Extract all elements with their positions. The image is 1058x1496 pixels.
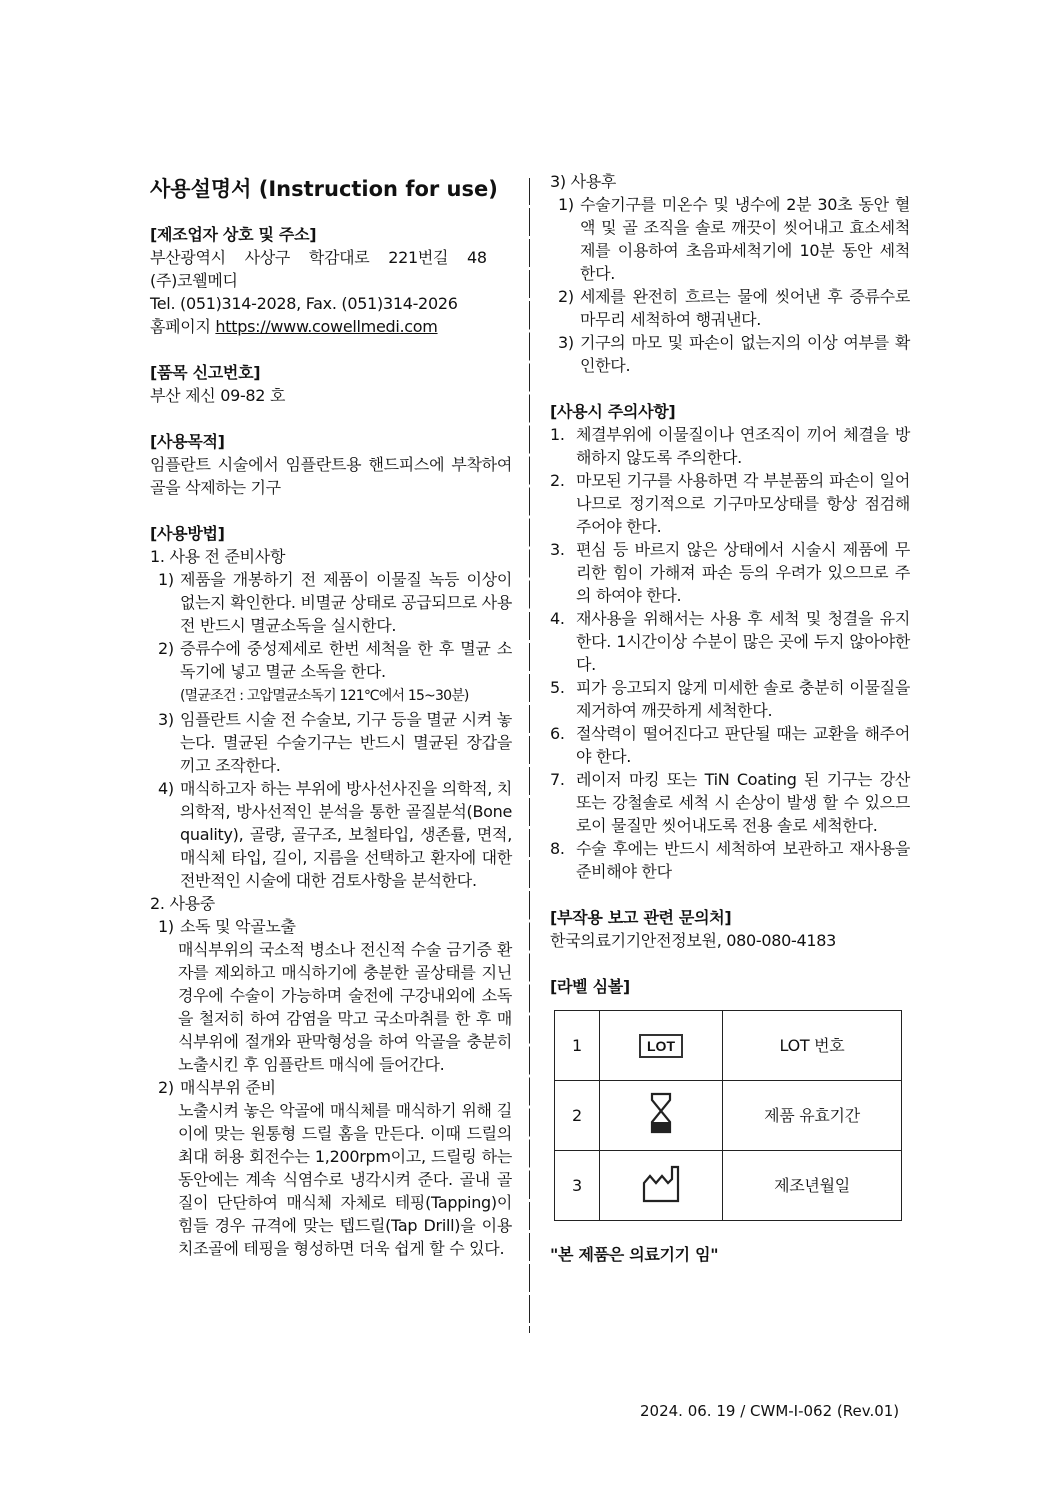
list-item [550,331,910,377]
list-item [150,777,512,892]
item-text: 레이저 마킹 또는 TiN Coating 된 기구는 강산 또는 강철솔로 세척 시 손상이 발생 할 수 있으므로이 물질만 씻어내도록 전용 솔로 세척한다. [576,770,910,835]
document-footer: 2024. 06. 19 / CWM-I-062 (Rev.01) [640,1402,900,1420]
document-title: 사용설명서 (Instruction for use) [150,177,498,201]
item-text: 노출시켜 놓은 악골에 매식체를 매식하기 위해 길이에 맞는 원통형 드릴 홈을 만든다. 이때 드릴의 최대 허용 회전수는 1,200rpm이고, 드릴링 하는 동안에는 계속 식염수로 냉각시켜 준다. 골내 골질이 단단하여 매식체 자체로 테핑(Tapping)이 힘들 경우 규격에 맞는 텝드릴(Tap Drill)을 이용 치조골에 테핑을 형성하면 더욱 쉽게 할 수 있다. [178,1101,512,1258]
registration-heading: [품목 신고번호] [150,363,261,382]
list-item [550,837,910,883]
list-item [550,193,910,285]
item-text: 제품을 개봉하기 전 제품이 이물질 녹등 이상이 없는지 확인한다. 비멸균 상태로 공급되므로 사용 전 반드시 멸균소독을 실시한다. [180,570,512,635]
factory-icon [641,1163,681,1203]
item-number: 2) [558,287,574,306]
registration-number: 부산 제신 09-82 호 [150,386,286,405]
list-item [150,1076,512,1099]
item-number: 4) [158,779,174,798]
item-number: 1. [550,425,565,444]
list-item [550,469,910,538]
usage-during-title: 2. 사용중 [150,894,215,913]
item-title: 소독 및 악골노출 [180,917,296,936]
list-item [550,607,910,676]
item-text: 매식하고자 하는 부위에 방사선사진을 의학적, 치의학적, 방사선적인 분석을 통한 골질분석(Bone quality), 골량, 골구조, 보철타입, 생존률, 면적, 매식체 타입, 길이, 지름을 선택하고 환자에 대한 전반적인 시술에 대한 검토사항을 분석한다. [180,779,512,890]
item-number: 5. [550,678,565,697]
symbol-label: 제조년월일 [723,1151,902,1221]
adverse-report-heading: [부작용 보고 관련 문의처] [550,908,732,927]
sterilization-note: (멸균조건 : 고압멸균소독기 121℃에서 15~30분) [180,688,469,704]
manufacturer-contact: Tel. (051)314-2028, Fax. (051)314-2026 [150,294,458,313]
symbol-number: 1 [555,1011,600,1081]
list-item [550,285,910,331]
item-text: 증류수에 중성제세로 한번 세척을 한 후 멸균 소독기에 넣고 멸균 소독을 한다. [180,639,512,681]
right-column [550,170,910,1266]
item-number: 1) [558,195,574,214]
item-number: 1) [158,570,174,589]
item-text: 편심 등 바르지 않은 상태에서 시술시 제품에 무리한 힘이 가해져 파손 등의 우려가 있으므로 주의 하여야 한다. [576,540,910,605]
medical-device-statement: "본 제품은 의료기기 임" [550,1245,719,1264]
item-number: 2) [158,1078,174,1097]
label-symbols-table [554,1010,902,1221]
list-item [150,637,512,708]
item-number: 3) [558,333,574,352]
list-item [550,676,910,722]
column-divider [529,178,530,1333]
manufacturer-company: (주)코웰메디 [150,271,238,290]
adverse-report-contact: 한국의료기기안전정보원, 080-080-4183 [550,931,837,950]
item-text: 임플란트 시술 전 수술보, 기구 등을 멸균 시켜 놓는다. 멸균된 수술기구는 반드시 멸균된 장갑을 끼고 조작한다. [180,710,512,775]
table-row [555,1151,902,1221]
usage-after-title: 3) 사용후 [550,172,617,191]
item-title: 매식부위 준비 [180,1078,276,1097]
item-number: 2. [550,471,565,490]
table-row [555,1011,902,1081]
item-text: 매식부위의 국소적 병소나 전신적 수술 금기증 환자를 제외하고 매식하기에 충분한 골상태를 지닌 경우에 수술이 가능하며 술전에 구강내외에 소독을 철저히 하여 감염을 막고 국소마취를 한 후 매식부위에 절개와 판막형성을 하여 악골을 충분히 노출시킨 후 임플란트 매식에 들어간다. [178,940,512,1074]
hourglass-icon [649,1092,673,1134]
purpose-heading: [사용목적] [150,432,225,451]
list-item [150,568,512,637]
lot-icon: LOT [639,1034,683,1058]
item-text: 기구의 마모 및 파손이 없는지의 이상 여부를 확인한다. [580,333,910,375]
item-text: 수술 후에는 반드시 세척하여 보관하고 재사용을 준비해야 한다 [576,839,910,881]
usage-heading: [사용방법] [150,524,225,543]
item-number: 3. [550,540,565,559]
item-number: 3) [158,710,174,729]
list-item [550,538,910,607]
list-item [550,722,910,768]
purpose-text: 임플란트 시술에서 임플란트용 핸드피스에 부착하여 골을 삭제하는 기구 [150,455,512,497]
homepage-link[interactable]: https://www.cowellmedi.com [215,317,438,336]
usage-before-title: 1. 사용 전 준비사항 [150,547,286,566]
manufacturer-heading: [제조업자 상호 및 주소] [150,225,317,244]
item-text: 체결부위에 이물질이나 연조직이 끼어 체결을 방해하지 않도록 주의한다. [576,425,910,467]
symbol-label: LOT 번호 [723,1011,902,1081]
table-row [555,1081,902,1151]
symbol-number: 2 [555,1081,600,1151]
item-text: 절삭력이 떨어진다고 판단될 때는 교환을 해주어야 한다. [576,724,910,766]
item-number: 1) [158,917,174,936]
left-column [150,170,512,1260]
item-text: 마모된 기구를 사용하면 각 부분품의 파손이 일어나므로 정기적으로 기구마모상태를 항상 점검해주어야 한다. [576,471,910,536]
label-symbols-heading: [라벨 심볼] [550,977,630,996]
list-item [150,708,512,777]
item-number: 7. [550,770,565,789]
item-number: 8. [550,839,565,858]
item-text: 수술기구를 미온수 및 냉수에 2분 30초 동안 혈액 및 골 조직을 솔로 깨끗이 씻어내고 효소세척제를 이용하여 초음파세척기에 10분 동안 세척한다. [580,195,910,283]
list-item [550,768,910,837]
homepage-line [150,315,512,338]
precautions-heading: [사용시 주의사항] [550,402,676,421]
list-item [150,915,512,938]
symbol-number: 3 [555,1151,600,1221]
list-item [550,423,910,469]
item-number: 4. [550,609,565,628]
item-number: 6. [550,724,565,743]
item-text: 피가 응고되지 않게 미세한 솔로 충분히 이물질을 제거하여 깨끗하게 세척한다. [576,678,910,720]
manufacturer-address: 부산광역시 사상구 학감대로 221번길 48 [150,248,487,267]
item-text: 세제를 완전히 흐르는 물에 씻어낸 후 증류수로 마무리 세척하여 행궈낸다. [580,287,910,329]
homepage-label: 홈페이지 [150,317,211,336]
symbol-label: 제품 유효기간 [723,1081,902,1151]
item-number: 2) [158,639,174,658]
item-text: 재사용을 위해서는 사용 후 세척 및 청결을 유지한다. 1시간이상 수분이 많은 곳에 두지 않아야한다. [576,609,910,674]
